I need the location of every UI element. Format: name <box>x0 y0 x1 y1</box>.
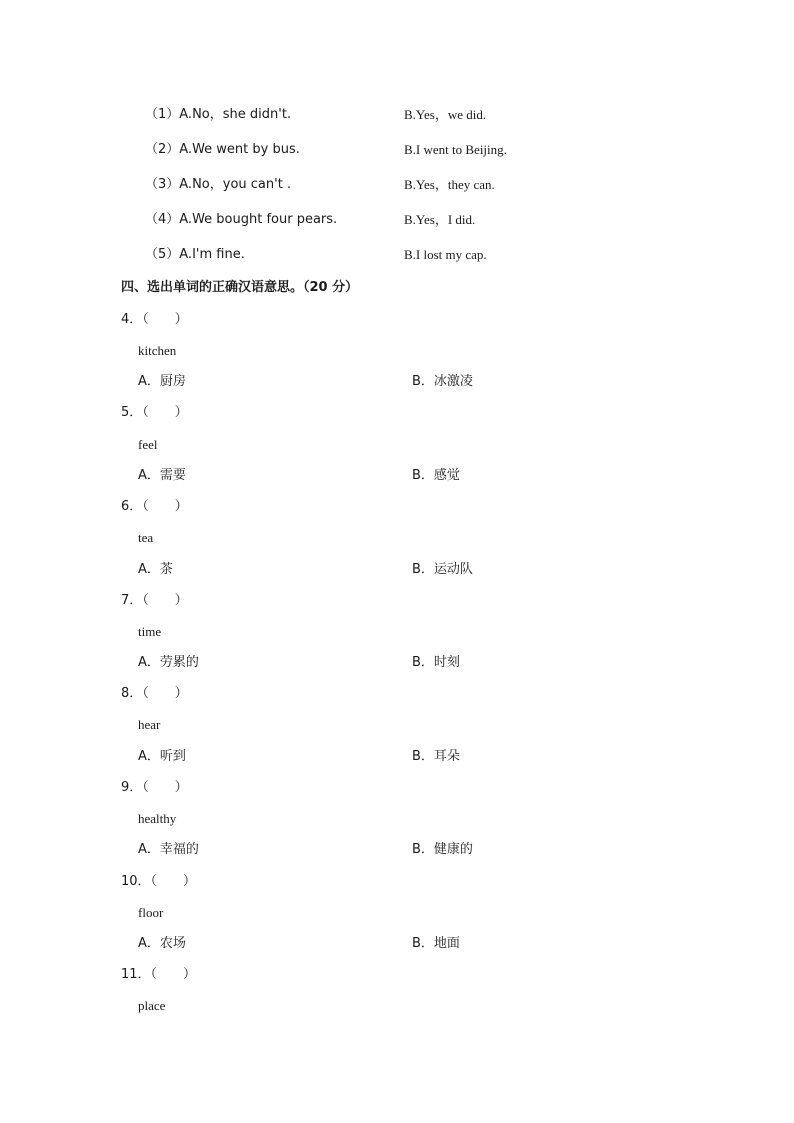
question-word: healthy <box>138 811 177 826</box>
part3-item-2-option-a: （2）A.We went by bus. <box>145 142 300 157</box>
question-option-b: B．健康的 <box>412 842 473 857</box>
question-word: kitchen <box>138 343 177 358</box>
question-option-b: B．时刻 <box>412 655 460 670</box>
part3-item-1-option-a: （1）A.No，she didn't. <box>145 107 292 122</box>
part3-item-4-option-b: B.Yes，I did. <box>404 212 476 227</box>
question-option-b: B．耳朵 <box>412 749 460 764</box>
question-option-a: A．茶 <box>138 562 173 577</box>
question-option-b: B．地面 <box>412 936 460 951</box>
question-number: 10．（ ） <box>121 874 197 889</box>
part3-item-3-option-a: （3）A.No，you can't . <box>145 177 292 192</box>
question-option-b: B．运动队 <box>412 562 473 577</box>
question-option-a: A．需要 <box>138 468 186 483</box>
part3-item-5-option-b: B.I lost my cap. <box>404 247 487 262</box>
part3-item-2-option-b: B.I went to Beijing. <box>404 142 507 157</box>
question-option-a: A．劳累的 <box>138 655 199 670</box>
question-word: feel <box>138 437 158 452</box>
question-number: 4．（ ） <box>121 312 188 327</box>
question-number: 11．（ ） <box>121 967 197 982</box>
question-option-a: A．幸福的 <box>138 842 199 857</box>
question-number: 9．（ ） <box>121 780 188 795</box>
question-option-b: B．感觉 <box>412 468 460 483</box>
part3-item-3-option-b: B.Yes，they can. <box>404 177 495 192</box>
question-word: place <box>138 998 166 1013</box>
question-option-b: B．冰激凌 <box>412 374 473 389</box>
question-option-a: A．厨房 <box>138 374 186 389</box>
question-option-a: A．农场 <box>138 936 186 951</box>
question-number: 6．（ ） <box>121 499 188 514</box>
question-number: 8．（ ） <box>121 686 188 701</box>
question-number: 7．（ ） <box>121 593 188 608</box>
part3-item-4-option-a: （4）A.We bought four pears. <box>145 212 338 227</box>
part3-item-5-option-a: （5）A.I'm fine. <box>145 247 245 262</box>
question-option-a: A．听到 <box>138 749 186 764</box>
question-number: 5．（ ） <box>121 405 188 420</box>
part3-item-1-option-b: B.Yes，we did. <box>404 107 487 122</box>
question-word: time <box>138 624 162 639</box>
section-4-heading: 四、选出单词的正确汉语意思。（20 分） <box>121 280 359 295</box>
question-word: hear <box>138 717 161 732</box>
question-word: floor <box>138 905 164 920</box>
question-word: tea <box>138 530 154 545</box>
